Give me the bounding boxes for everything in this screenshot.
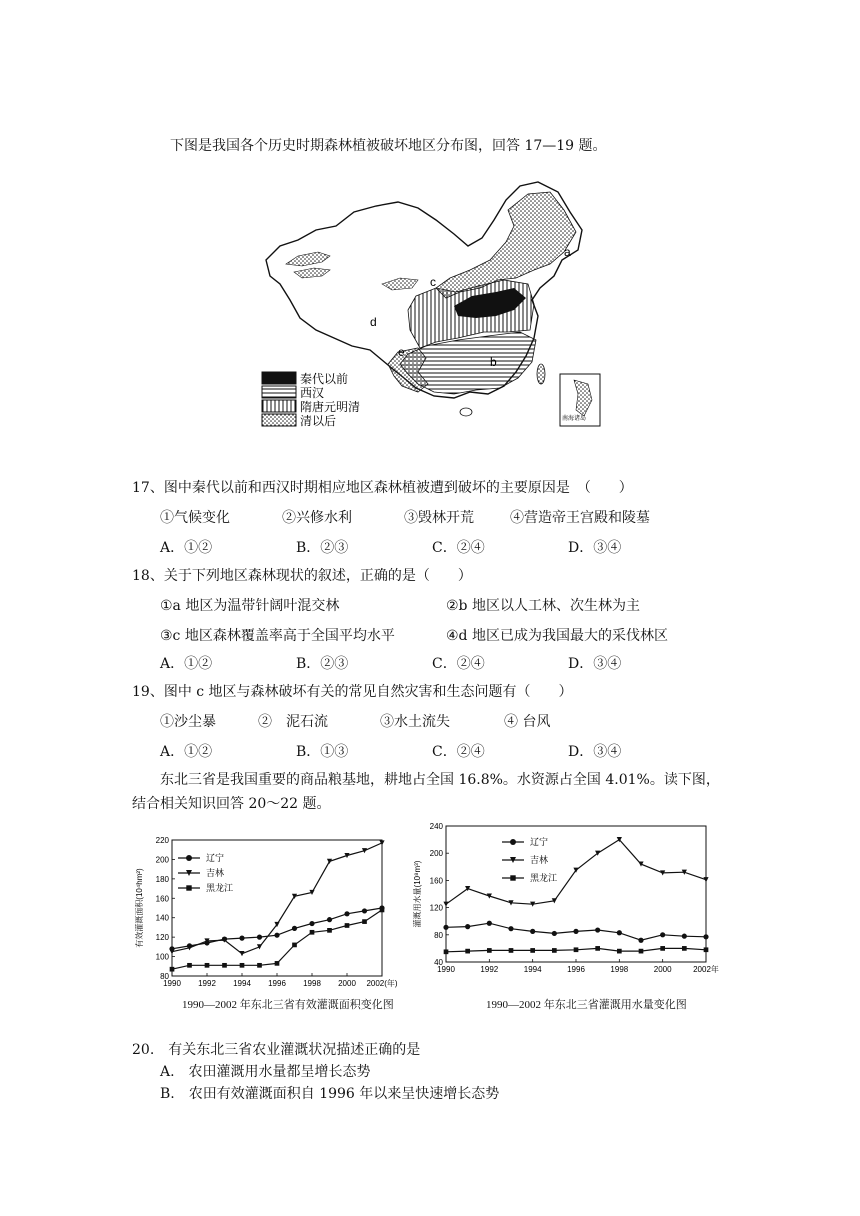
data-point-1-0 xyxy=(443,902,448,907)
legend-qing: 清以后 xyxy=(300,414,337,428)
data-point-2-2 xyxy=(487,948,492,953)
legend-label-1: 吉林 xyxy=(206,868,225,878)
q17-choice-d[interactable]: D．③④ xyxy=(568,540,622,556)
legend-label-2: 黑龙江 xyxy=(206,883,234,893)
q17-choice-b[interactable]: B．②③ xyxy=(296,540,349,556)
data-point-2-5 xyxy=(257,963,262,968)
q18-item-4: ④d 地区已成为我国最大的采伐林区 xyxy=(446,628,668,644)
data-point-0-10 xyxy=(660,932,665,937)
q20-stem: 20. 有关东北三省农业灌溉状况描述正确的是 xyxy=(132,1042,421,1058)
y-tick-label: 220 xyxy=(155,836,169,845)
data-point-0-4 xyxy=(530,929,535,934)
y-tick-label: 40 xyxy=(434,958,443,967)
q20-option-b[interactable]: B. 农田有效灌溉面积自 1996 年以来呈快速增长态势 xyxy=(160,1086,500,1102)
data-point-2-6 xyxy=(275,961,280,966)
data-point-0-11 xyxy=(682,934,687,939)
island-taiwan xyxy=(537,364,545,384)
data-point-2-12 xyxy=(380,908,385,913)
intro-20-22-line2: 结合相关知识回答 20～22 题。 xyxy=(132,796,331,812)
q19-choice-c[interactable]: C．②④ xyxy=(432,744,485,760)
y-tick-label: 200 xyxy=(429,849,443,859)
data-point-2-9 xyxy=(327,928,332,933)
x-tick-label: 2002年 xyxy=(693,965,719,974)
data-point-2-8 xyxy=(310,930,315,935)
data-point-2-10 xyxy=(660,946,665,951)
q17-item-2: ②兴修水利 xyxy=(282,510,352,526)
legend-label-1: 吉林 xyxy=(530,855,549,865)
x-tick-label: 1992 xyxy=(198,979,216,988)
label-b: b xyxy=(490,355,497,369)
data-point-0-0 xyxy=(443,925,448,930)
label-a: a xyxy=(564,245,571,259)
legend-swatch-pre-qin xyxy=(262,372,296,384)
data-point-0-5 xyxy=(257,935,262,940)
inset-label: 南海诸岛 xyxy=(562,416,587,422)
data-point-2-0 xyxy=(170,967,175,972)
legend-label-2: 黑龙江 xyxy=(530,873,558,883)
q19-item-4: ④ 台风 xyxy=(504,714,551,730)
chart-irrigation-water xyxy=(410,818,730,990)
data-point-2-4 xyxy=(530,948,535,953)
legend-western-han: 西汉 xyxy=(300,386,325,400)
data-point-0-6 xyxy=(274,933,279,938)
q17-choice-a[interactable]: A．①② xyxy=(160,540,213,556)
legend-sui-tang: 隋唐元明清 xyxy=(300,400,361,414)
data-point-0-1 xyxy=(465,924,470,929)
data-point-1-9 xyxy=(638,861,643,866)
legend-marker-0 xyxy=(510,839,516,845)
data-point-2-11 xyxy=(682,946,687,951)
data-point-0-12 xyxy=(703,934,708,939)
data-point-1-12 xyxy=(379,840,384,845)
q17-choice-c[interactable]: C．②④ xyxy=(432,540,485,556)
label-c: c xyxy=(430,275,436,289)
legend-swatch-sui-tang xyxy=(262,400,296,412)
legend-marker-2 xyxy=(510,875,515,880)
q19-stem: 19、图中 c 地区与森林破坏有关的常见自然灾害和生态问题有（ ） xyxy=(132,684,573,700)
data-point-2-10 xyxy=(345,923,350,928)
y-tick-label: 200 xyxy=(155,855,169,865)
legend-marker-2 xyxy=(186,885,191,890)
intro-20-22-line1: 东北三省是我国重要的商品粮基地，耕地占全国 16.8%。水资源占全国 4.01%。读下图， xyxy=(160,772,720,788)
q19-choice-a[interactable]: A．①② xyxy=(160,744,213,760)
x-tick-label: 1994 xyxy=(523,965,542,974)
data-point-0-11 xyxy=(362,908,367,913)
region-qing-northwest-1 xyxy=(286,252,330,266)
y-tick-label: 240 xyxy=(429,822,443,831)
q17-item-4: ④营造帝王宫殿和陵墓 xyxy=(510,510,650,526)
data-point-2-1 xyxy=(187,963,192,968)
chart2-caption: 1990—2002 年东北三省灌溉用水量变化图 xyxy=(486,999,687,1011)
legend-swatch-qing xyxy=(262,414,296,426)
y-tick-label: 100 xyxy=(155,952,169,962)
q17-item-3: ③毁林开荒 xyxy=(404,510,474,526)
data-point-2-3 xyxy=(222,963,227,968)
y-tick-label: 120 xyxy=(429,903,443,913)
x-tick-label: 1998 xyxy=(303,979,321,988)
data-point-2-2 xyxy=(205,963,210,968)
data-point-0-8 xyxy=(617,930,622,935)
region-qing-northwest-2 xyxy=(294,268,330,278)
x-tick-label: 2000 xyxy=(338,979,356,988)
x-tick-label: 1996 xyxy=(567,965,585,974)
data-point-0-9 xyxy=(327,917,332,922)
y-tick-label: 180 xyxy=(155,874,169,884)
label-d: d xyxy=(370,315,377,329)
data-point-2-6 xyxy=(574,947,579,952)
q18-item-1: ①a 地区为温带针阔叶混交林 xyxy=(160,598,340,614)
y-tick-label: 140 xyxy=(155,913,169,923)
data-point-2-5 xyxy=(552,948,557,953)
y-tick-label: 160 xyxy=(429,876,443,886)
x-tick-label: 1996 xyxy=(268,979,286,988)
chart-irrigated-area xyxy=(132,822,400,988)
data-point-2-3 xyxy=(509,948,514,953)
chart1-caption: 1990—2002 年东北三省有效灌溉面积变化图 xyxy=(182,999,394,1011)
data-point-2-11 xyxy=(362,919,367,924)
q20-option-a[interactable]: A. 农田灌溉用水量都呈增长态势 xyxy=(160,1064,371,1080)
y-axis-label: 有效灌溉面积(10⁴hm²) xyxy=(135,868,144,948)
island-hainan xyxy=(460,408,472,416)
data-point-2-1 xyxy=(465,949,470,954)
x-tick-label: 2002(年) xyxy=(366,979,398,988)
data-point-0-5 xyxy=(552,931,557,936)
data-point-1-12 xyxy=(703,877,708,882)
legend-swatch-western-han xyxy=(262,386,296,398)
q19-item-1: ①沙尘暴 xyxy=(160,714,216,730)
plot-frame xyxy=(172,840,382,976)
data-point-0-6 xyxy=(573,929,578,934)
q18-choice-c[interactable]: C．②④ xyxy=(432,656,485,672)
data-point-2-9 xyxy=(639,949,644,954)
data-point-0-10 xyxy=(344,911,349,916)
x-tick-label: 1992 xyxy=(480,965,499,974)
q18-stem: 18、关于下列地区森林现状的叙述，正确的是（ ） xyxy=(132,568,472,584)
label-e: e xyxy=(398,345,405,359)
q17-stem: 17、图中秦代以前和西汉时期相应地区森林植被遭到破坏的主要原因是 （ ） xyxy=(132,480,633,496)
y-tick-label: 120 xyxy=(155,933,169,943)
q19-choice-d[interactable]: D．③④ xyxy=(568,744,622,760)
x-tick-label: 1990 xyxy=(437,965,455,974)
data-point-0-2 xyxy=(487,921,492,926)
legend-label-0: 辽宁 xyxy=(530,837,549,847)
data-point-1-5 xyxy=(257,944,262,949)
x-tick-label: 1998 xyxy=(610,965,629,974)
x-tick-label: 1990 xyxy=(163,979,181,988)
data-point-2-0 xyxy=(444,949,449,954)
data-point-2-8 xyxy=(617,949,622,954)
data-point-2-7 xyxy=(595,946,600,951)
data-point-1-4 xyxy=(239,951,244,956)
q18-choice-b[interactable]: B．②③ xyxy=(296,656,349,672)
forest-destruction-map xyxy=(258,180,612,436)
legend-label-0: 辽宁 xyxy=(206,853,225,863)
region-qing-northwest-3 xyxy=(382,278,418,290)
x-tick-label: 2000 xyxy=(653,965,672,974)
data-point-2-12 xyxy=(704,947,709,952)
data-point-2-4 xyxy=(240,963,245,968)
q19-choice-b[interactable]: B．①③ xyxy=(296,744,349,760)
y-tick-label: 80 xyxy=(160,972,169,981)
legend-pre-qin: 秦代以前 xyxy=(300,372,349,386)
q18-choice-d[interactable]: D．③④ xyxy=(568,656,622,672)
data-point-0-9 xyxy=(638,938,643,943)
data-point-0-8 xyxy=(309,921,314,926)
x-tick-label: 1994 xyxy=(233,979,251,988)
legend-marker-0 xyxy=(186,855,192,861)
data-point-0-7 xyxy=(595,927,600,932)
data-point-2-7 xyxy=(292,943,297,948)
data-point-0-7 xyxy=(292,926,297,931)
q19-item-2: ② 泥石流 xyxy=(258,714,328,730)
q17-item-1: ①气候变化 xyxy=(160,510,230,526)
q19-item-3: ③水土流失 xyxy=(380,714,450,730)
q18-choice-a[interactable]: A．①② xyxy=(160,656,213,672)
data-point-0-3 xyxy=(508,926,513,931)
y-tick-label: 80 xyxy=(434,930,443,940)
q18-item-2: ②b 地区以人工林、次生林为主 xyxy=(446,598,640,614)
data-point-0-4 xyxy=(239,936,244,941)
series-line-2 xyxy=(172,910,382,969)
y-tick-label: 160 xyxy=(155,894,169,904)
intro-17-19: 下图是我国各个历史时期森林植被破坏地区分布图，回答 17—19 题。 xyxy=(170,138,607,154)
q18-item-3: ③c 地区森林覆盖率高于全国平均水平 xyxy=(160,628,395,644)
y-axis-label: 灌溉用水量(10⁸m³) xyxy=(413,860,422,928)
